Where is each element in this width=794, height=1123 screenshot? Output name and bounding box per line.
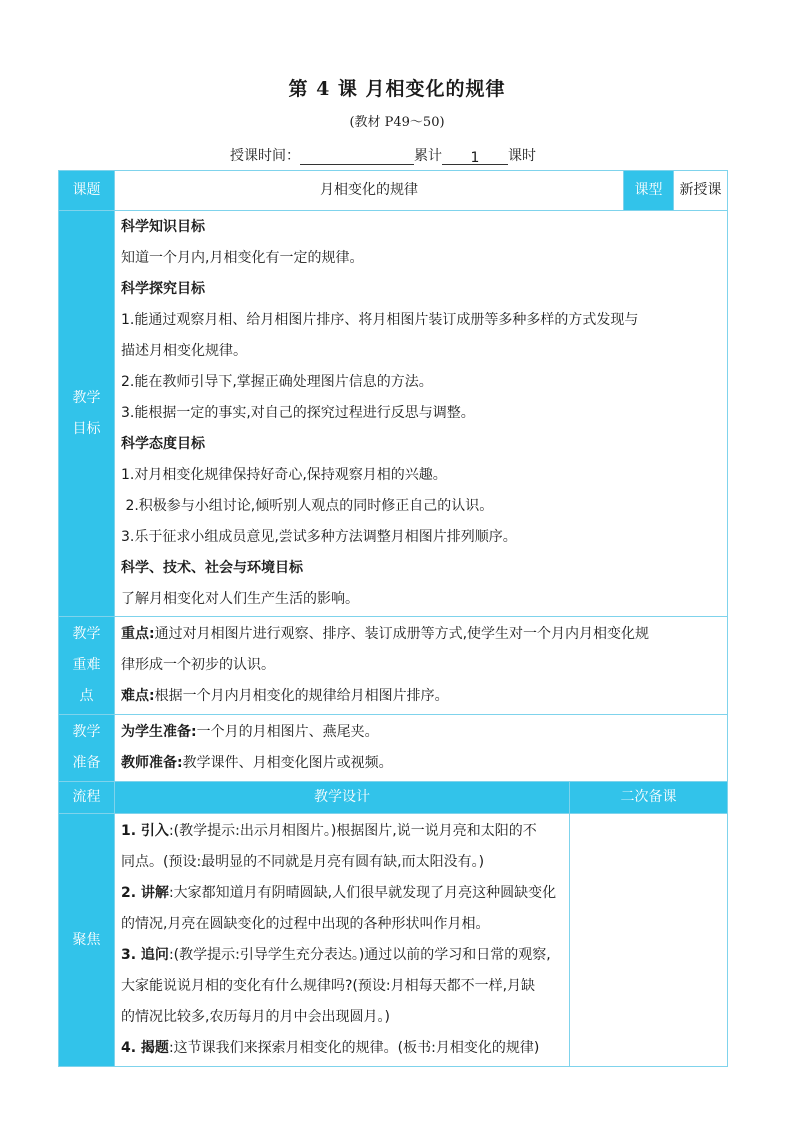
goals-label xyxy=(59,211,115,617)
focus-line: 的情况,月亮在圆缺变化的过程中出现的各种形状叫作月相。 xyxy=(121,916,490,932)
flow-header-process: 流程 xyxy=(59,782,115,814)
focus-line: 1. 引入:(教学提示:出示月相图片。)根据图片,说一说月亮和太阳的不 xyxy=(121,823,537,839)
goal-heading: 科学知识目标 xyxy=(121,219,205,235)
textbook-pages: (教材 P49～50) xyxy=(349,115,445,130)
flow-header-second-prep: 二次备课 xyxy=(570,782,728,814)
goal-line: 1.对月相变化规律保持好奇心,保持观察月相的兴趣。 xyxy=(121,467,447,483)
lesson-plan-table xyxy=(58,170,728,1067)
goal-line: 1.能通过观察月相、给月相图片排序、将月相图片装订成册等多种多样的方式发现与 xyxy=(121,312,639,328)
prep-label-line-1: 教学 xyxy=(72,724,101,740)
topic-row xyxy=(59,171,728,211)
schedule-line xyxy=(230,145,536,165)
focus-line: 4. 揭题:这节课我们来探索月相变化的规律。(板书:月相变化的规律) xyxy=(121,1040,540,1056)
key-label-line-2: 重难 xyxy=(72,657,101,673)
student-prep-line: 为学生准备:一个月的月相图片、燕尾夹。 xyxy=(121,724,379,740)
key-point-line: 律形成一个初步的认识。 xyxy=(121,657,275,673)
second-prep-cell[interactable] xyxy=(570,814,728,1067)
type-label: 课型 xyxy=(624,171,674,211)
key-point-line: 重点:通过对月相图片进行观察、排序、装订成册等方式,使学生对一个月内月相变化规 xyxy=(121,626,650,642)
focus-line: 的情况比较多,农历每月的月中会出现圆月。) xyxy=(121,1009,390,1025)
goals-content xyxy=(115,211,728,617)
flow-header-row xyxy=(59,782,728,814)
key-points-label xyxy=(59,617,115,715)
focus-line: 3. 追问:(教学提示:引导学生充分表达。)通过以前的学习和日常的观察, xyxy=(121,947,551,963)
preparation-row xyxy=(59,715,728,782)
time-blank xyxy=(300,150,414,165)
focus-line: 2. 讲解:大家都知道月有阴晴圆缺,人们很早就发现了月亮这种圆缺变化 xyxy=(121,885,557,901)
preparation-content xyxy=(115,715,728,782)
key-points-row xyxy=(59,617,728,715)
goal-heading: 科学态度目标 xyxy=(121,436,205,452)
goals-label-line-2: 目标 xyxy=(72,420,101,437)
goal-line: 2.积极参与小组讨论,倾听别人观点的同时修正自己的认识。 xyxy=(121,498,494,514)
topic-value: 月相变化的规律 xyxy=(115,171,624,211)
goal-line: 2.能在教师引导下,掌握正确处理图片信息的方法。 xyxy=(121,374,433,390)
cumulative-label: 累计 xyxy=(414,148,442,164)
time-label: 授课时间： xyxy=(230,148,300,164)
hours-value: 1 xyxy=(442,150,508,165)
difficult-point-line: 难点:根据一个月内月相变化的规律给月相图片排序。 xyxy=(121,688,449,704)
key-points-content xyxy=(115,617,728,715)
flow-header-design: 教学设计 xyxy=(115,782,570,814)
key-label-line-3: 点 xyxy=(79,688,94,704)
type-value: 新授课 xyxy=(674,171,728,211)
focus-line: 大家能说说月相的变化有什么规律吗?(预设:月相每天都不一样,月缺 xyxy=(121,978,536,994)
focus-row xyxy=(59,814,728,1067)
lesson-title: 第 4 课 月相变化的规律 xyxy=(288,78,506,100)
teacher-prep-line: 教师准备:教学课件、月相变化图片或视频。 xyxy=(121,755,393,771)
topic-label: 课题 xyxy=(59,171,115,211)
focus-content xyxy=(115,814,570,1067)
goal-heading: 科学探究目标 xyxy=(121,281,205,297)
goal-line: 3.乐于征求小组成员意见,尝试多种方法调整月相图片排列顺序。 xyxy=(121,529,517,545)
prep-label-line-2: 准备 xyxy=(72,755,101,771)
hours-label: 课时 xyxy=(508,148,536,164)
goal-line: 3.能根据一定的事实,对自己的探究过程进行反思与调整。 xyxy=(121,405,475,421)
focus-line: 同点。(预设:最明显的不同就是月亮有圆有缺,而太阳没有。) xyxy=(121,854,485,870)
goals-label-line-1: 教学 xyxy=(72,389,101,406)
goal-line: 知道一个月内,月相变化有一定的规律。 xyxy=(121,250,364,266)
key-label-line-1: 教学 xyxy=(72,626,101,642)
goal-heading: 科学、技术、社会与环境目标 xyxy=(121,560,303,576)
goal-line: 描述月相变化规律。 xyxy=(121,343,247,359)
focus-label: 聚焦 xyxy=(59,814,115,1067)
goal-line: 了解月相变化对人们生产生活的影响。 xyxy=(121,591,359,607)
preparation-label xyxy=(59,715,115,782)
goals-row xyxy=(59,211,728,617)
